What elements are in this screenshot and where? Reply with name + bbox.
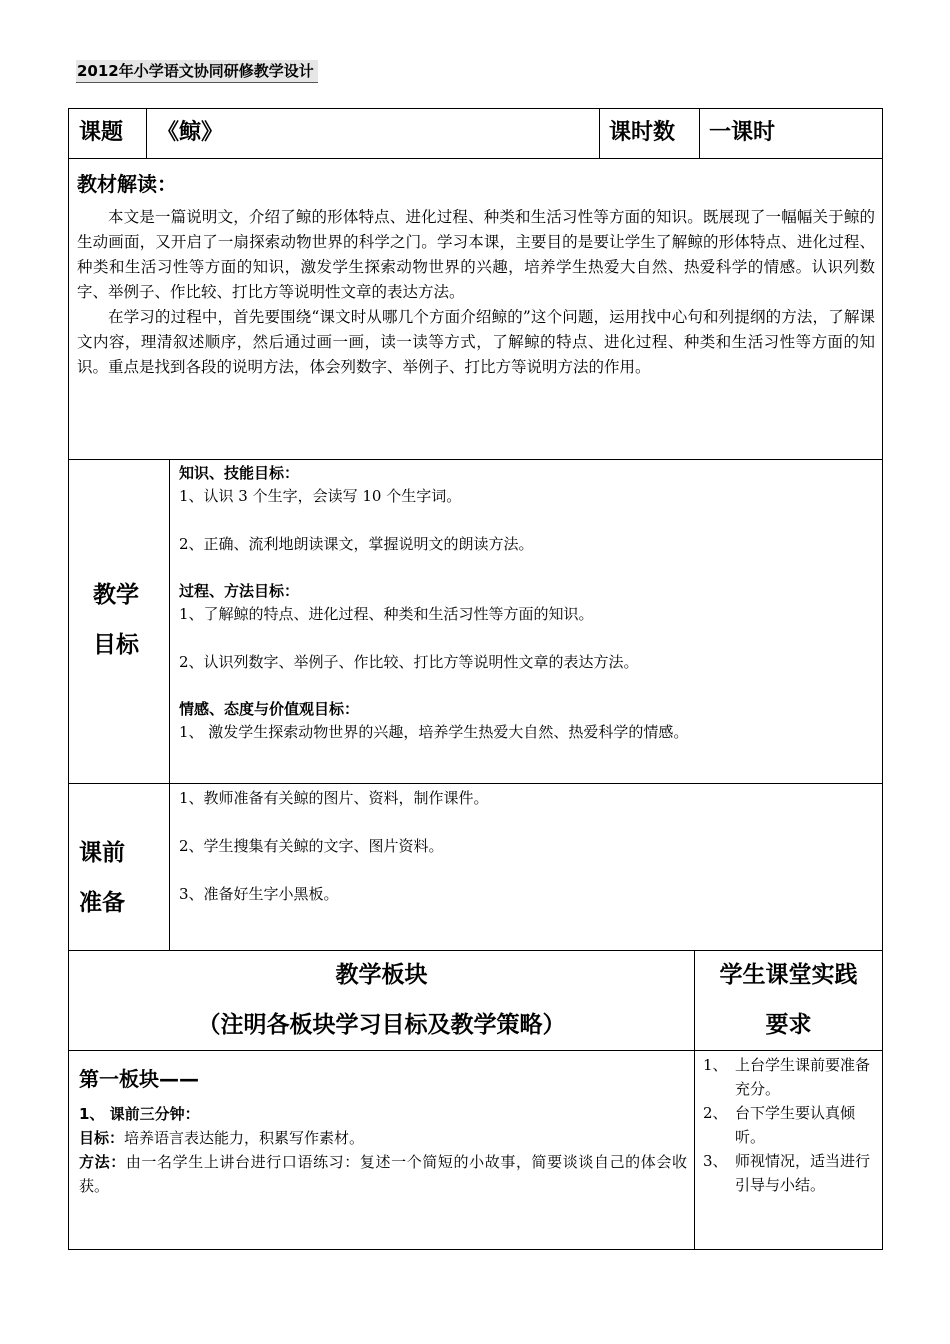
textbook-paragraph: 本文是一篇说明文，介绍了鲸的形体特点、进化过程、种类和生活习性等方面的知识。既展现了一幅幅关于鲸的生动画面，又开启了一扇探索动物世界的科学之门。学习本课，主要目的是要让学生了解鲸的形体特点、进化过程、种类和生活习性等方面的知识，激发学生探索动物世界的兴趣，培养学生热爱大自然、热爱科学的情感。认识列数字、举例子、作比较、打比方等说明性文章的表达方法。: [77, 208, 875, 301]
section-right-line2: 要求: [765, 1012, 812, 1038]
section-right-line1: 学生课堂实践: [719, 962, 858, 988]
requirement-item: 3、 师视情况，适当进行引导与小结。: [703, 1152, 871, 1194]
goal-label: 目标：: [79, 1129, 125, 1147]
block1-content: [79, 1064, 687, 1198]
prep-item: 1、教师准备有关鲸的图片、资料，制作课件。: [179, 789, 489, 807]
requirement-item: 1、 上台学生课前要准备充分。: [703, 1056, 871, 1098]
method-text: 由一名学生上讲台进行口语练习：复述一个简短的小故事，简要谈谈自己的体会收获。: [79, 1153, 687, 1195]
row-divider: [69, 1050, 882, 1051]
requirement-item: 2、 台下学生要认真倾听。: [703, 1104, 856, 1146]
topic-value: 《鲸》: [157, 120, 224, 145]
block1-title: 第一板块——: [79, 1067, 199, 1091]
textbook-paragraph: 在学习的过程中，首先要围绕“课文时从哪几个方面介绍鲸的”这个问题，运用找中心句和列提纲的方法，了解课文内容，理清叙述顺序，然后通过画一画，读一读等方式，了解鲸的特点、进化过程、种类和生活习性等方面的知识。重点是找到各段的说明方法，体会列数字、举例子、打比方等说明方法的作用。: [77, 308, 875, 376]
goal-text: 培养语言表达能力，积累写作素材。: [124, 1129, 365, 1147]
section-left-line1: 教学板块: [335, 962, 428, 988]
section-left-line2: （注明各板块学习目标及教学策略）: [197, 1012, 566, 1038]
column-divider: [169, 459, 170, 950]
hours-value: 一课时: [709, 120, 776, 145]
prep-item: 2、学生搜集有关鲸的文字、图片资料。: [179, 837, 444, 855]
block1-goal: [79, 1126, 687, 1150]
lesson-plan-table: [68, 108, 883, 1250]
textbook-section: [77, 169, 875, 380]
goals-label-line2: 目标: [93, 632, 139, 658]
process-heading: 过程、方法目标：: [179, 582, 300, 600]
goals-content: [179, 462, 879, 744]
prep-label-line1: 课前: [79, 840, 125, 866]
method-label: 方法：: [79, 1153, 126, 1171]
column-divider: [699, 109, 700, 158]
row-divider: [69, 783, 882, 784]
topic-label: 课题: [79, 120, 124, 145]
goal-item: 2、认识列数字、举例子、作比较、打比方等说明性文章的表达方法。: [179, 653, 639, 671]
row-divider: [69, 459, 882, 460]
prep-item: 3、准备好生字小黑板。: [179, 885, 339, 903]
prep-label-line2: 准备: [79, 890, 125, 916]
hours-label: 课时数: [609, 120, 676, 145]
row-divider: [69, 158, 882, 159]
goal-item: 1、了解鲸的特点、进化过程、种类和生活习性等方面的知识。: [179, 605, 594, 623]
prep-content: [179, 786, 879, 906]
goal-item: 1、认识 3 个生字，会读写 10 个生字词。: [179, 487, 462, 505]
knowledge-heading: 知识、技能目标：: [179, 464, 300, 482]
document-title: 2012年小学语文协同研修教学设计: [76, 60, 318, 83]
block1-method: [79, 1150, 687, 1198]
column-divider: [599, 109, 600, 158]
goals-label-line1: 教学: [93, 582, 139, 608]
block1-item-heading: 1、 课前三分钟：: [79, 1105, 200, 1123]
textbook-heading: 教材解读：: [77, 172, 177, 196]
emotion-heading: 情感、态度与价值观目标：: [179, 700, 360, 718]
column-divider: [146, 109, 147, 158]
block1-requirements: [703, 1053, 875, 1197]
goal-item: 1、 激发学生探索动物世界的兴趣，培养学生热爱大自然、热爱科学的情感。: [179, 723, 689, 741]
goal-item: 2、正确、流利地朗读课文，掌握说明文的朗读方法。: [179, 535, 534, 553]
